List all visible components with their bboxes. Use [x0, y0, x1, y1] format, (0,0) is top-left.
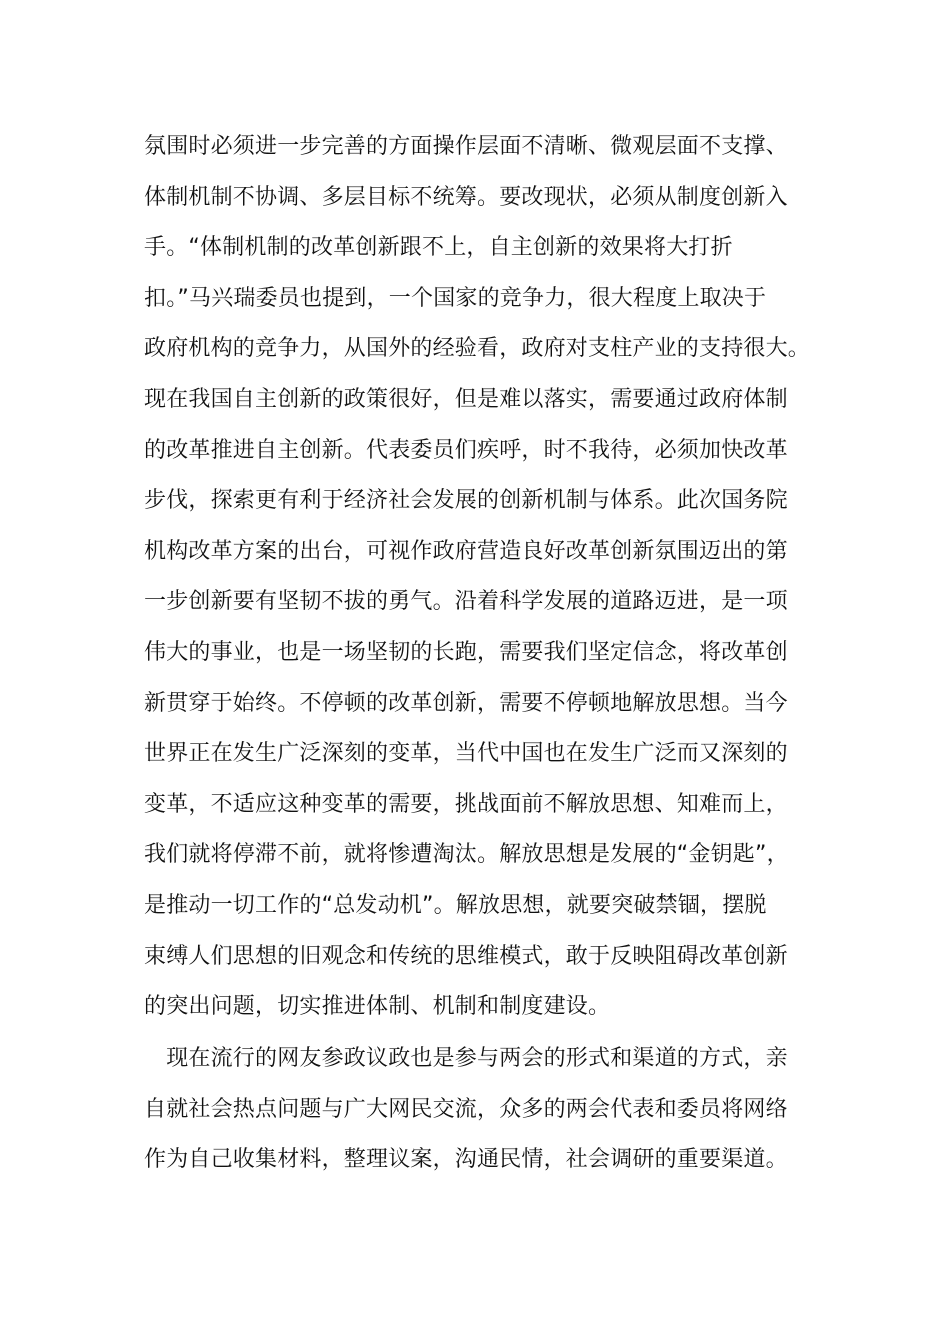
paragraph-2: [144, 1040, 809, 1192]
text-line: 束缚人们思想的旧观念和传统的思维模式，敢于反映阻碍改革创新: [144, 943, 788, 969]
text-line: 现在流行的网友参政议政也是参与两会的形式和渠道的方式，亲: [144, 1046, 788, 1071]
text-line: 手。“体制机制的改革创新跟不上，自主创新的效果将大打折: [144, 235, 733, 261]
text-line: 新贯穿于始终。不停顿的改革创新，需要不停顿地解放思想。当今: [144, 690, 788, 716]
text-line: 作为自己收集材料，整理议案，沟通民情，社会调研的重要渠道。: [144, 1147, 788, 1173]
text-line: 的突出问题，切实推进体制、机制和制度建设。: [144, 994, 611, 1020]
text-line: 的改革推进自主创新。代表委员们疾呼，时不我待，必须加快改革: [144, 437, 788, 463]
text-line: 变革，不适应这种变革的需要，挑战面前不解放思想、知难而上，: [144, 791, 788, 817]
text-line: 扣。”马兴瑞委员也提到，一个国家的竞争力，很大程度上取决于: [144, 285, 767, 311]
text-line: 是推动一切工作的“总发动机”。解放思想，就要突破禁锢，摆脱: [144, 892, 767, 918]
text-line: 政府机构的竞争力，从国外的经验看，政府对支柱产业的支持很大。: [144, 336, 811, 362]
text-line: 步伐，探索更有利于经济社会发展的创新机制与体系。此次国务院: [144, 488, 788, 514]
text-line: 自就社会热点问题与广大网民交流，众多的两会代表和委员将网络: [144, 1096, 788, 1122]
text-line: 体制机制不协调、多层目标不统筹。要改现状，必须从制度创新入: [144, 184, 788, 210]
paragraph-1: [144, 128, 809, 1039]
text-line: 氛围时必须进一步完善的方面操作层面不清晰、微观层面不支撑、: [144, 134, 788, 159]
text-line: 我们就将停滞不前，就将惨遭淘汰。解放思想是发展的“金钥匙”，: [144, 842, 789, 868]
text-line: 一步创新要有坚韧不拔的勇气。沿着科学发展的道路迈进，是一项: [144, 589, 788, 615]
text-line: 现在我国自主创新的政策很好，但是难以落实，需要通过政府体制: [144, 386, 788, 412]
text-line: 机构改革方案的出台，可视作政府营造良好改革创新氛围迈出的第: [144, 538, 788, 564]
text-line: 世界正在发生广泛深刻的变革，当代中国也在发生广泛而又深刻的: [144, 741, 788, 767]
text-line: 伟大的事业，也是一场坚韧的长跑，需要我们坚定信念，将改革创: [144, 639, 788, 665]
